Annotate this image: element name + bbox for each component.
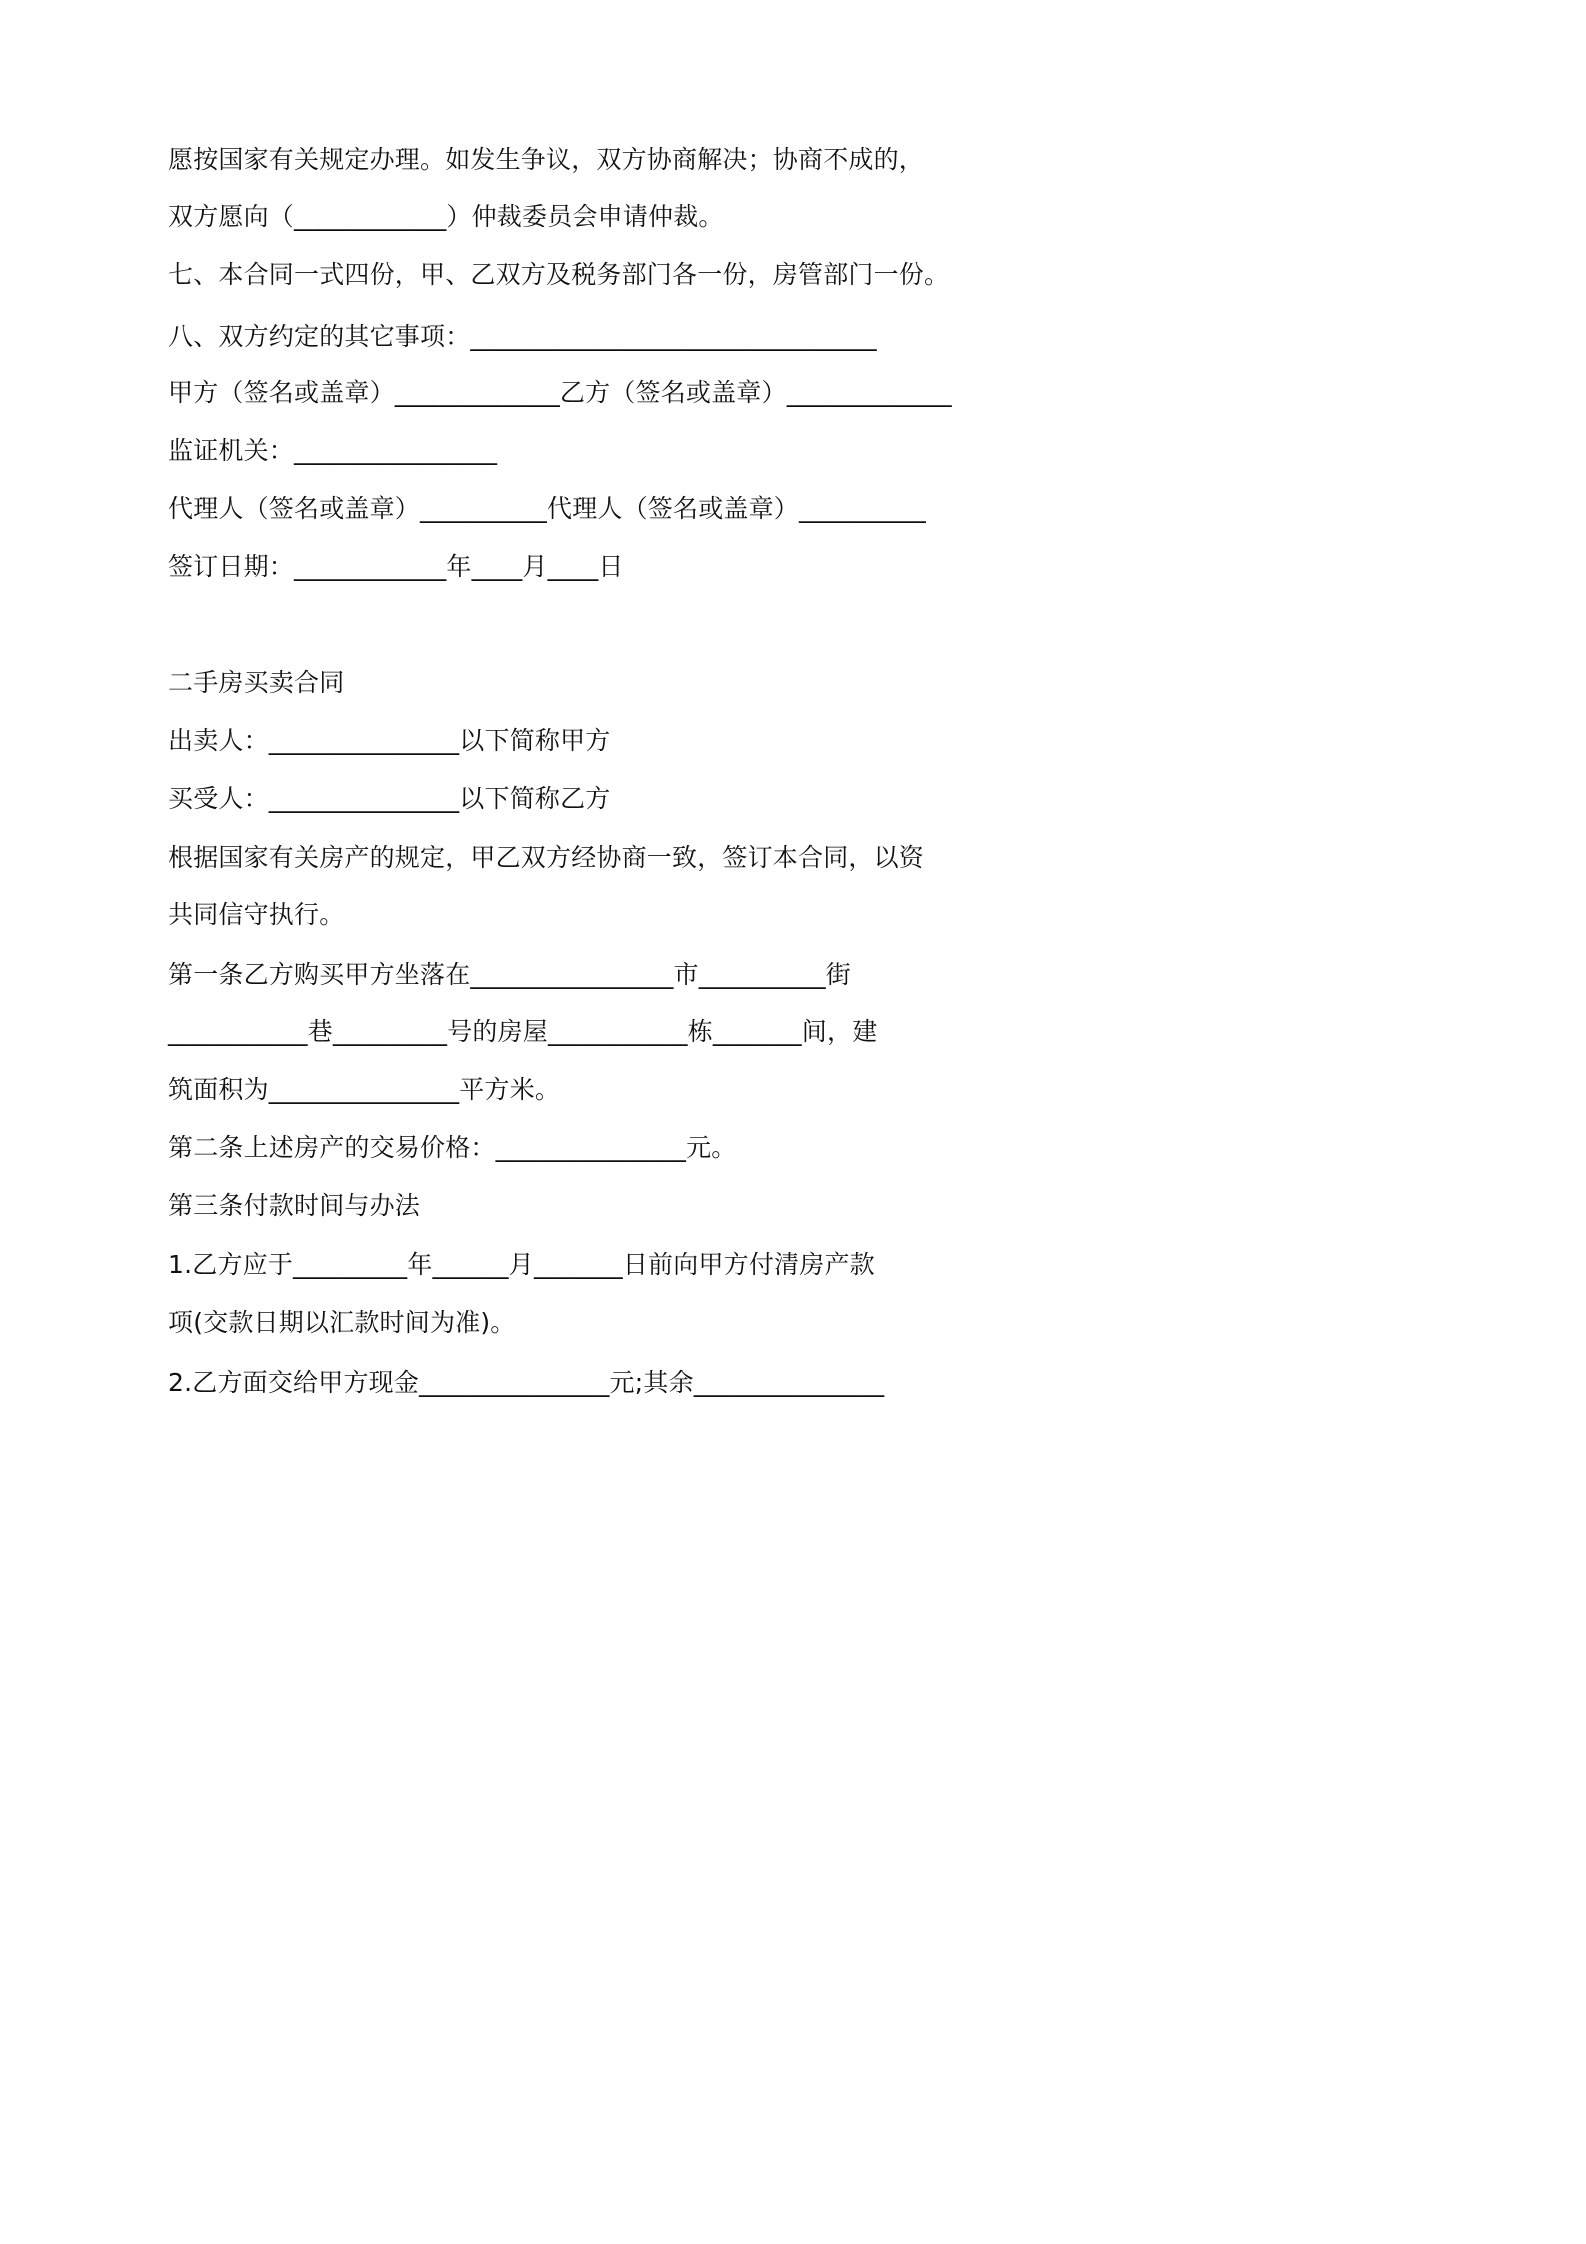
text-line: 2.乙方面交给甲方现金_______________元;其余_______________ <box>168 1368 885 1397</box>
text-line: 监证机关：________________ <box>168 436 498 465</box>
text-line: 共同信守执行。 <box>168 900 345 929</box>
text-line: 项(交款日期以汇款时间为准)。 <box>168 1308 516 1337</box>
section-title: 二手房买卖合同 <box>168 668 345 697</box>
text-line: ___________巷_________号的房屋___________栋_______间，建 <box>168 1017 878 1046</box>
text-line: 代理人（签名或盖章）__________代理人（签名或盖章）__________ <box>168 494 927 523</box>
text-line: 双方愿向（____________）仲裁委员会申请仲裁。 <box>168 202 724 231</box>
text-line: 1.乙方应于_________年______月_______日前向甲方付清房产款 <box>168 1250 875 1279</box>
text-line: 甲方（签名或盖章）_____________乙方（签名或盖章）_____________ <box>168 378 952 407</box>
text-line: 第一条乙方购买甲方坐落在________________市__________街 <box>168 960 852 989</box>
text-line: 七、本合同一式四份，甲、乙双方及税务部门各一份，房管部门一份。 <box>168 260 950 289</box>
document-page <box>0 0 1103 1560</box>
text-line: 签订日期：____________年____月____日 <box>168 552 624 581</box>
text-line: 八、双方约定的其它事项：________________________________ <box>168 322 877 351</box>
text-line: 第二条上述房产的交易价格：_______________元。 <box>168 1133 737 1162</box>
text-line: 根据国家有关房产的规定，甲乙双方经协商一致，签订本合同，以资 <box>168 843 925 872</box>
text-line: 筑面积为_______________平方米。 <box>168 1075 561 1104</box>
text-line: 愿按国家有关规定办理。如发生争议，双方协商解决；协商不成的， <box>168 145 925 174</box>
text-line: 出卖人：_______________以下简称甲方 <box>168 726 611 755</box>
text-line: 买受人：_______________以下简称乙方 <box>168 784 611 813</box>
text-line: 第三条付款时间与办法 <box>168 1191 421 1220</box>
